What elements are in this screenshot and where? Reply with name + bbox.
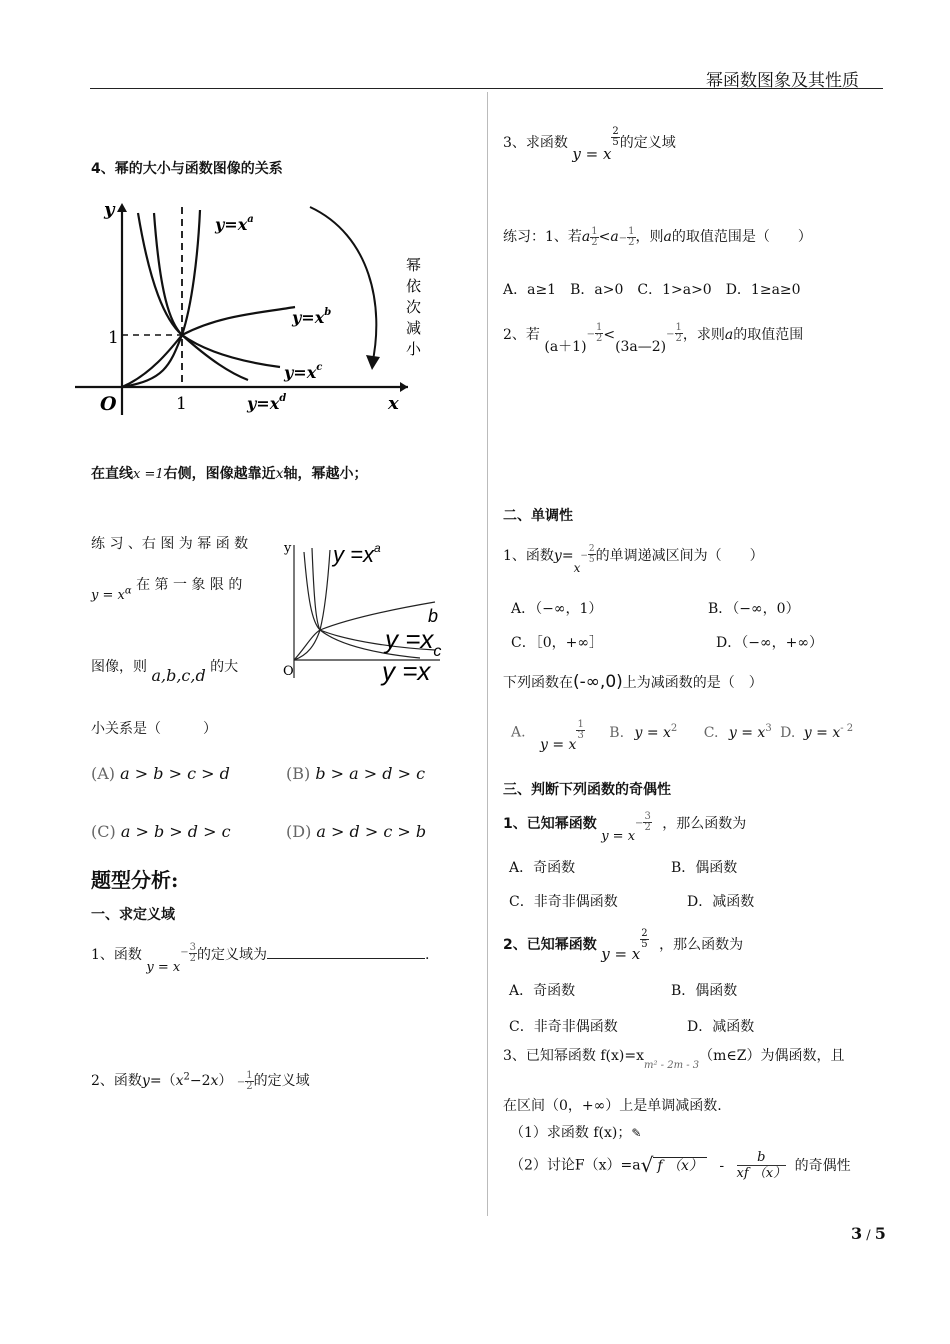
svg-text:y =xc: $y =x_c$ [385,624,442,660]
column-divider [487,92,488,1216]
svg-text:y=xd: $y=x^d$ [247,393,287,413]
option-d[interactable]: (D) a > d > c > b [286,822,427,841]
parity-q3: 3、已知幂函数 $f(x)=x_{m^2 - 2m - 3}(m\in Z)$为偶函数，且 [503,1048,845,1071]
option-a[interactable]: (A) a > b > c > d [91,764,230,783]
mono-q1-option-c[interactable]: C．［0，+∞］ [511,635,604,651]
parity-q2-option-d[interactable]: D．减函数 [687,1019,755,1035]
label-a: y=x [215,215,248,234]
parity-q1-option-b[interactable]: B．偶函数 [671,860,738,876]
mono-q1-option-d[interactable]: D．（−∞，+∞） [716,635,824,651]
svg-text:y: y [284,541,292,556]
label-b: y=x [292,308,325,327]
question-3: 3、求函数 y = x $\frac{2}{5}$ 的定义域 [503,125,676,163]
svg-text:y=xb: $y=x^b$ [292,307,332,327]
parity-q2: 2、已知幂函数 y = x $\frac{2}{5}$ ，那么函数为 [503,927,744,963]
parity-q1-option-c[interactable]: C．非奇非偶函数 [509,894,618,910]
section-3-title: 三、判断下列函数的奇偶性 [503,782,671,798]
analysis-title: 题型分析: [91,868,179,892]
section-2-title: 二、单调性 [503,508,573,524]
mono-q2: 下列函数在(-∞,0)上为减函数的是（ ） [503,672,763,692]
parity-q2-option-c[interactable]: C．非奇非偶函数 [509,1019,618,1035]
exercise-line4: 小关系是（ ） [91,721,217,737]
g2-label-a: y =x [333,542,374,567]
note-char: 次 [406,298,422,316]
svg-text:y =xa: $y =x^a$ [333,541,381,567]
answer-blank[interactable] [267,944,425,959]
exercise-line2: $y = x^\alpha$ 在 第 一 象 限 的 [91,577,243,603]
curve-c [138,213,280,367]
curve-b [122,307,295,387]
rule-text: 在直线x =1右侧，图像越靠近x轴，幂越小； [91,466,368,482]
label-c: y=x [284,363,317,382]
power-function-graph [70,195,430,440]
mono-q2-options[interactable]: A. y = x $\frac{1}{3}$ B. $y = x^2$ C. $y = x^3$ D. $y = x^{- 2}$ [511,719,854,753]
graph-y-label: y [104,199,115,220]
note-char: 小 [406,340,422,358]
header-rule [90,88,883,89]
parity-q1-option-d[interactable]: D．减函数 [687,894,755,910]
question-1: 1、函数 y = x− $\frac{3}{2}$ 的定义域为 . [91,941,430,975]
graph-y-one: 1 [108,328,119,348]
note-char: 幂 [406,256,422,274]
mono-q1-option-b[interactable]: B．（−∞，0） [708,601,800,617]
question-2: 2、函数$y=(x^2-2x)$ − $\frac{1}{2}$ 的定义域 [91,1069,310,1092]
svg-text:O: O [283,664,294,679]
option-b[interactable]: (B) b > a > d > c [286,764,426,783]
parity-q2-option-a[interactable]: A．奇函数 [509,983,576,999]
parity-q3-condition: 在区间（0，+∞）上是单调减函数. [503,1098,722,1114]
exercise-1: 练习：1、若a $\frac{1}{2}$ <a− $\frac{1}{2}$ ，则a的取值范围是（ ） [503,225,812,248]
g2-label-d: y =x [382,656,431,686]
exercise-line3: 图像，则 a,b,c,d 的大 [91,659,239,685]
page-number: 3 / 5 [851,1224,886,1243]
exercise-graph [280,530,445,690]
graph-x-one: 1 [176,394,187,414]
header-title: 幂函数图象及其性质 [706,71,859,91]
mono-q1: 1、函数y=x− $\frac{2}{5}$ 的单调递减区间为（ ） [503,543,764,575]
section-4-title: 4、幂的大小与函数图像的关系 [91,161,283,177]
exercise-line1: 练 习 、右 图 为 幂 函 数 [91,536,249,552]
label-d: y=x [247,394,280,413]
pen-icon: ✎ [631,1126,642,1140]
note-char: 减 [406,319,422,337]
exercise-2: 2、若 (a＋1)− $\frac{1}{2}$ <(3a—2)− $\frac{1}{2}$ ，求则a的取值范围 [503,321,804,355]
mono-q1-option-a[interactable]: A．（−∞，1） [511,601,603,617]
svg-text:b: b [428,606,439,626]
svg-text:y=xa: $y=x^a$ [215,214,254,234]
parity-q3-part1: （1）求函数 f(x)；✎ [510,1125,642,1141]
arrow-curve [310,207,376,365]
parity-q1: 1、已知幂函数 y = x− $\frac{3}{2}$ ，那么函数为 [503,810,747,844]
parity-q2-option-b[interactable]: B．偶函数 [671,983,738,999]
section-1-title: 一、求定义域 [91,907,175,923]
note-char: 依 [406,277,422,295]
exercise-1-options[interactable]: A．a≥1 B．a>0 C．1>a>0 D．1≥a≥0 [503,282,801,298]
svg-text:y=xc: $y=x^c$ [284,362,323,382]
option-c[interactable]: (C) a > b > d > c [91,822,231,841]
graph-origin-label: O [100,393,117,415]
parity-q1-option-a[interactable]: A．奇函数 [509,860,576,876]
graph-x-label: x [388,393,399,414]
curve-d [154,213,248,380]
parity-q3-part2: （2）讨论F（x）=a√ f （x） - $\frac{b}{xf (x)}$ 的奇偶性 [510,1150,851,1181]
g2-label-c: y =x [385,624,434,654]
